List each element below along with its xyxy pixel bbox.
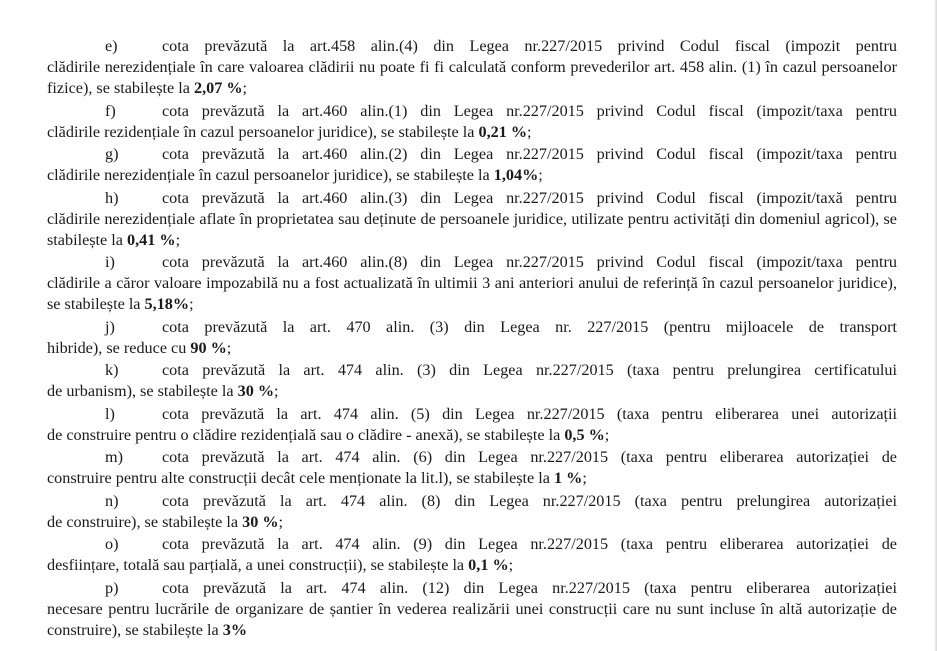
item-end: ;	[538, 166, 543, 184]
item-value: 0,1 %	[468, 556, 509, 574]
item-first-text: cota prevăzută la art. 470 alin. (3) din Legea nr. 227/2015 (pentru mijloacele de transport	[162, 317, 897, 336]
item-end: ;	[508, 556, 514, 574]
item-first-text: cota prevăzută la art.458 alin.(4) din Legea nr.227/2015 privind Codul fiscal (impozit pentru	[162, 37, 897, 55]
list-item	[47, 491, 897, 533]
item-letter: n)	[105, 491, 119, 510]
item-first-line	[47, 317, 897, 338]
item-value: 30 %	[242, 512, 279, 531]
item-rest-text: necesare pentru lucrările de organizare de șantier în vederea realizării unei construcții care nu sunt incluse în altă autorizație de construire), se stabilește la	[47, 599, 897, 639]
list-item	[47, 188, 897, 251]
item-rest-text: desființare, totală sau parțială, a unei construcții), se stabilește la	[47, 556, 465, 574]
item-first-text: cota prevăzută la art.460 alin.(1) din Legea nr.227/2015 privind Codul fiscal (impozit/taxa pentru	[162, 101, 897, 120]
list-item	[47, 447, 897, 489]
item-first-line	[47, 447, 897, 468]
list-item	[47, 252, 897, 315]
item-letter: o)	[105, 535, 119, 553]
item-first-line	[47, 404, 897, 425]
item-first-line	[47, 534, 897, 555]
item-value: 0,21 %	[478, 122, 528, 141]
item-rest-text: de urbanism), se stabilește la	[47, 382, 234, 400]
item-letter: p)	[105, 578, 119, 597]
item-end: ;	[582, 469, 587, 487]
item-letter: i)	[105, 253, 115, 271]
list-item	[47, 578, 897, 641]
item-letter: j)	[105, 317, 115, 336]
item-end: ;	[604, 425, 610, 444]
item-end: ;	[175, 230, 181, 249]
item-end: ;	[274, 382, 279, 400]
item-end: ;	[278, 512, 284, 531]
item-rest-text: clădirile nerezidențiale în care valoarea clădirii nu poate fi fi calculată conform prevederilor art. 458 alin. (1) în cazul persoanelor fizice), se stabilește la	[47, 58, 897, 97]
item-end: ;	[242, 79, 248, 97]
item-first-text: cota prevăzută la art. 474 alin. (8) din Legea nr.227/2015 (taxa pentru prelungirea autorizației	[162, 491, 897, 510]
item-first-text: cota prevăzută la art. 474 alin. (5) din Legea nr.227/2015 (taxa pentru eliberarea unei autorizații	[162, 404, 897, 423]
item-value: 5,18%	[144, 295, 190, 313]
item-value: 0,5 %	[564, 425, 605, 444]
item-first-line	[47, 188, 897, 209]
item-value: 0,41 %	[127, 230, 176, 249]
item-letter: e)	[105, 37, 118, 55]
item-rest-text: clădirile rezidențiale în cazul persoanelor juridice), se stabilește la	[47, 122, 475, 141]
list-item	[47, 36, 897, 99]
item-value: 90 %	[190, 338, 227, 357]
item-letter: h)	[105, 188, 119, 207]
item-first-text: cota prevăzută la art. 474 alin. (12) din Legea nr.227/2015 (taxa pentru eliberarea autorizației	[162, 578, 897, 597]
item-first-text: cota prevăzută la art.460 alin.(8) din Legea nr.227/2015 privind Codul fiscal (impozit/taxa pentru	[162, 253, 897, 271]
item-first-line	[47, 252, 897, 273]
item-rest-text: de construire pentru o clădire rezidențială sau o clădire - anexă), se stabilește la	[47, 425, 561, 444]
item-value: 2,07 %	[193, 79, 243, 97]
item-rest-text: clădirile nerezidențiale aflate în proprietatea sau deținute de persoanele juridice, utilizate pentru activități din domeniul agricol), se stabilește la	[47, 209, 897, 249]
item-first-text: cota prevăzută la art.460 alin.(2) din Legea nr.227/2015 privind Codul fiscal (impozit/taxa pentru	[162, 145, 897, 163]
list-item	[47, 360, 897, 402]
item-first-text: cota prevăzută la art. 474 alin. (6) din Legea nr.227/2015 (taxa pentru eliberarea autorizației de	[162, 448, 897, 466]
item-value: 1,04%	[493, 166, 539, 184]
item-first-line	[47, 491, 897, 512]
item-letter: m)	[105, 448, 123, 466]
item-letter: f)	[105, 101, 116, 120]
item-first-text: cota prevăzută la art.460 alin.(3) din Legea nr.227/2015 privind Codul fiscal (impozit/taxă pentru	[162, 188, 897, 207]
item-first-text: cota prevăzută la art. 474 alin. (9) din Legea nr.227/2015 (taxa pentru eliberarea autorizației de	[162, 535, 897, 553]
item-end: ;	[527, 122, 532, 141]
item-first-line	[47, 144, 897, 165]
item-first-line	[47, 360, 897, 381]
item-letter: l)	[105, 404, 115, 423]
item-first-line	[47, 578, 897, 599]
list-item	[47, 101, 897, 143]
item-rest-text: de construire), se stabilește la	[47, 512, 239, 531]
item-rest-text: hibride), se reduce cu	[47, 338, 187, 357]
item-value: 3%	[222, 620, 248, 639]
item-first-text: cota prevăzută la art. 474 alin. (3) din Legea nr.227/2015 (taxa pentru prelungirea certificatului	[162, 361, 897, 379]
list-item	[47, 317, 897, 359]
list-item	[47, 534, 897, 576]
item-letter: k)	[105, 361, 119, 379]
item-first-line	[47, 36, 897, 57]
item-end: ;	[226, 338, 232, 357]
item-value: 1 %	[554, 469, 583, 487]
list-item	[47, 404, 897, 446]
item-rest-text: clădirile nerezidențiale în cazul persoanelor juridice), se stabilește la	[47, 166, 490, 184]
item-end: ;	[189, 295, 194, 313]
item-letter: g)	[105, 145, 119, 163]
item-rest-text: clădirile a căror valoare impozabilă nu a fost actualizată în ultimii 3 ani anteriori anului de referință în cazul persoanelor juridice), se stabilește la	[47, 274, 897, 313]
item-value: 30 %	[237, 382, 275, 400]
item-first-line	[47, 101, 897, 122]
item-rest-text: construire pentru alte construcții decât cele menționate la lit.l), se stabilește la	[47, 469, 550, 487]
list-item	[47, 144, 897, 186]
